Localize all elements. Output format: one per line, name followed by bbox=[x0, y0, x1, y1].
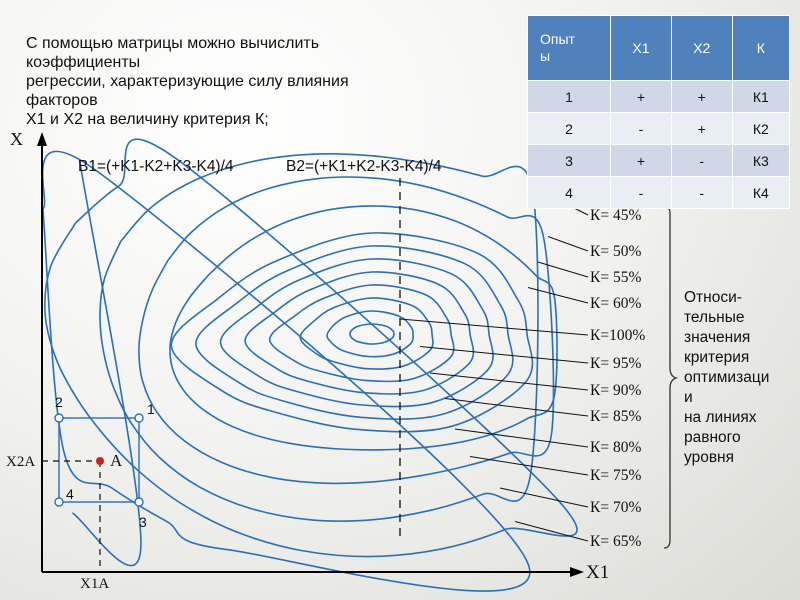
side-text-line: значения bbox=[684, 329, 751, 346]
corner-point-1 bbox=[135, 414, 143, 422]
contour-arc bbox=[43, 151, 530, 591]
contour-label-70: К= 70% bbox=[590, 499, 642, 516]
leader-line bbox=[538, 262, 588, 277]
leader-line bbox=[445, 399, 588, 417]
table-header: Х1 bbox=[611, 16, 672, 81]
table-cell: + bbox=[671, 113, 732, 145]
table-cell: 1 bbox=[528, 81, 611, 113]
contour-label-55: К= 55% bbox=[590, 269, 642, 286]
corner-point-4 bbox=[55, 498, 63, 506]
corner-label-1: 1 bbox=[147, 401, 155, 417]
formula-b2: B2=(+K1+K2-K3-K4)/4 bbox=[286, 158, 442, 175]
side-text-line: и bbox=[684, 389, 693, 406]
table-cell: - bbox=[611, 177, 672, 209]
table-cell: К3 bbox=[732, 145, 789, 177]
contour-arc bbox=[72, 159, 141, 565]
contour-arc bbox=[100, 154, 538, 521]
table-header: К bbox=[732, 16, 789, 81]
side-text-line: Относи- bbox=[684, 289, 742, 306]
table-row bbox=[528, 113, 790, 145]
contour-ring bbox=[196, 246, 513, 419]
leader-line bbox=[400, 319, 588, 335]
table-cell: К4 bbox=[732, 177, 789, 209]
matrix-table bbox=[527, 15, 790, 209]
table-cell: + bbox=[611, 81, 672, 113]
table-cell: 2 bbox=[528, 113, 611, 145]
formula-b1: B1=(+K1-K2+K3-K4)/4 bbox=[78, 158, 234, 175]
table-cell: - bbox=[671, 145, 732, 177]
y-axis-arrow bbox=[37, 132, 47, 146]
contour-label-95: К= 95% bbox=[590, 355, 642, 372]
y-axis-label: Х bbox=[10, 129, 23, 149]
point-a-marker bbox=[96, 457, 104, 465]
side-text-line: уровня bbox=[684, 449, 735, 466]
contour-label-90: К= 90% bbox=[590, 382, 642, 399]
contour-lines bbox=[43, 139, 577, 591]
leader-line bbox=[470, 457, 588, 476]
contour-label-50: К= 50% bbox=[590, 243, 642, 260]
contour-ring bbox=[220, 259, 493, 407]
table-cell: 3 bbox=[528, 145, 611, 177]
leader-line bbox=[455, 429, 588, 447]
table-header-row bbox=[528, 16, 790, 81]
x-axis-arrow bbox=[570, 567, 584, 577]
contour-arc bbox=[45, 139, 577, 556]
leader-line bbox=[500, 488, 588, 507]
x2a-label: Х2А bbox=[6, 454, 36, 470]
contour-label-100: К=100% bbox=[590, 327, 646, 344]
table-cell: К1 bbox=[732, 81, 789, 113]
leader-line bbox=[430, 373, 588, 390]
intro-line: регрессии, характеризующие силу влияния bbox=[26, 73, 349, 90]
table-cell: 4 bbox=[528, 177, 611, 209]
table-cell: + bbox=[671, 81, 732, 113]
intro-line: Х1 и Х2 на величину критерия К; bbox=[26, 111, 269, 128]
intro-line: С помощью матрицы можно вычислить bbox=[26, 35, 320, 52]
experiment-matrix bbox=[527, 15, 790, 203]
table-row bbox=[528, 81, 790, 113]
side-text-line: критерия bbox=[684, 349, 750, 366]
intro-line: коэффициенты bbox=[26, 54, 141, 71]
side-text-line: на линиях bbox=[684, 409, 757, 426]
corner-label-2: 2 bbox=[55, 394, 63, 410]
table-header: Опыт ы bbox=[528, 16, 611, 81]
intro-text bbox=[26, 34, 446, 129]
side-explanation bbox=[684, 288, 800, 468]
side-text-line: тельные bbox=[684, 309, 745, 326]
side-brace bbox=[664, 206, 676, 548]
contour-label-65: К= 65% bbox=[590, 533, 642, 550]
table-row bbox=[528, 177, 790, 209]
x-axis-label: Х1 bbox=[586, 562, 610, 583]
table-cell: - bbox=[611, 113, 672, 145]
contour-label-80: К= 80% bbox=[590, 439, 642, 456]
intro-line: факторов bbox=[26, 92, 98, 109]
corner-point-2 bbox=[55, 414, 63, 422]
table-cell: К2 bbox=[732, 113, 789, 145]
contour-arc bbox=[139, 177, 554, 483]
side-text-line: равного bbox=[684, 429, 741, 446]
contour-label-60: К= 60% bbox=[590, 295, 642, 312]
point-a-label: A bbox=[110, 451, 123, 470]
corner-point-3 bbox=[135, 498, 143, 506]
table-cell: + bbox=[611, 145, 672, 177]
contour-ring bbox=[350, 324, 394, 344]
contour-label-75: К= 75% bbox=[590, 467, 642, 484]
x1a-label: Х1А bbox=[80, 576, 110, 592]
side-text-line: оптимизаци bbox=[684, 369, 770, 386]
table-row bbox=[528, 145, 790, 177]
table-cell: - bbox=[671, 177, 732, 209]
leader-line bbox=[528, 288, 588, 304]
leader-line bbox=[548, 237, 588, 252]
corner-label-4: 4 bbox=[66, 486, 74, 502]
leader-line bbox=[420, 347, 588, 364]
contour-label-85: К= 85% bbox=[590, 408, 642, 425]
corner-label-3: 3 bbox=[139, 514, 147, 530]
contour-label-45: К= 45% bbox=[590, 207, 642, 224]
table-header: Х2 bbox=[671, 16, 732, 81]
